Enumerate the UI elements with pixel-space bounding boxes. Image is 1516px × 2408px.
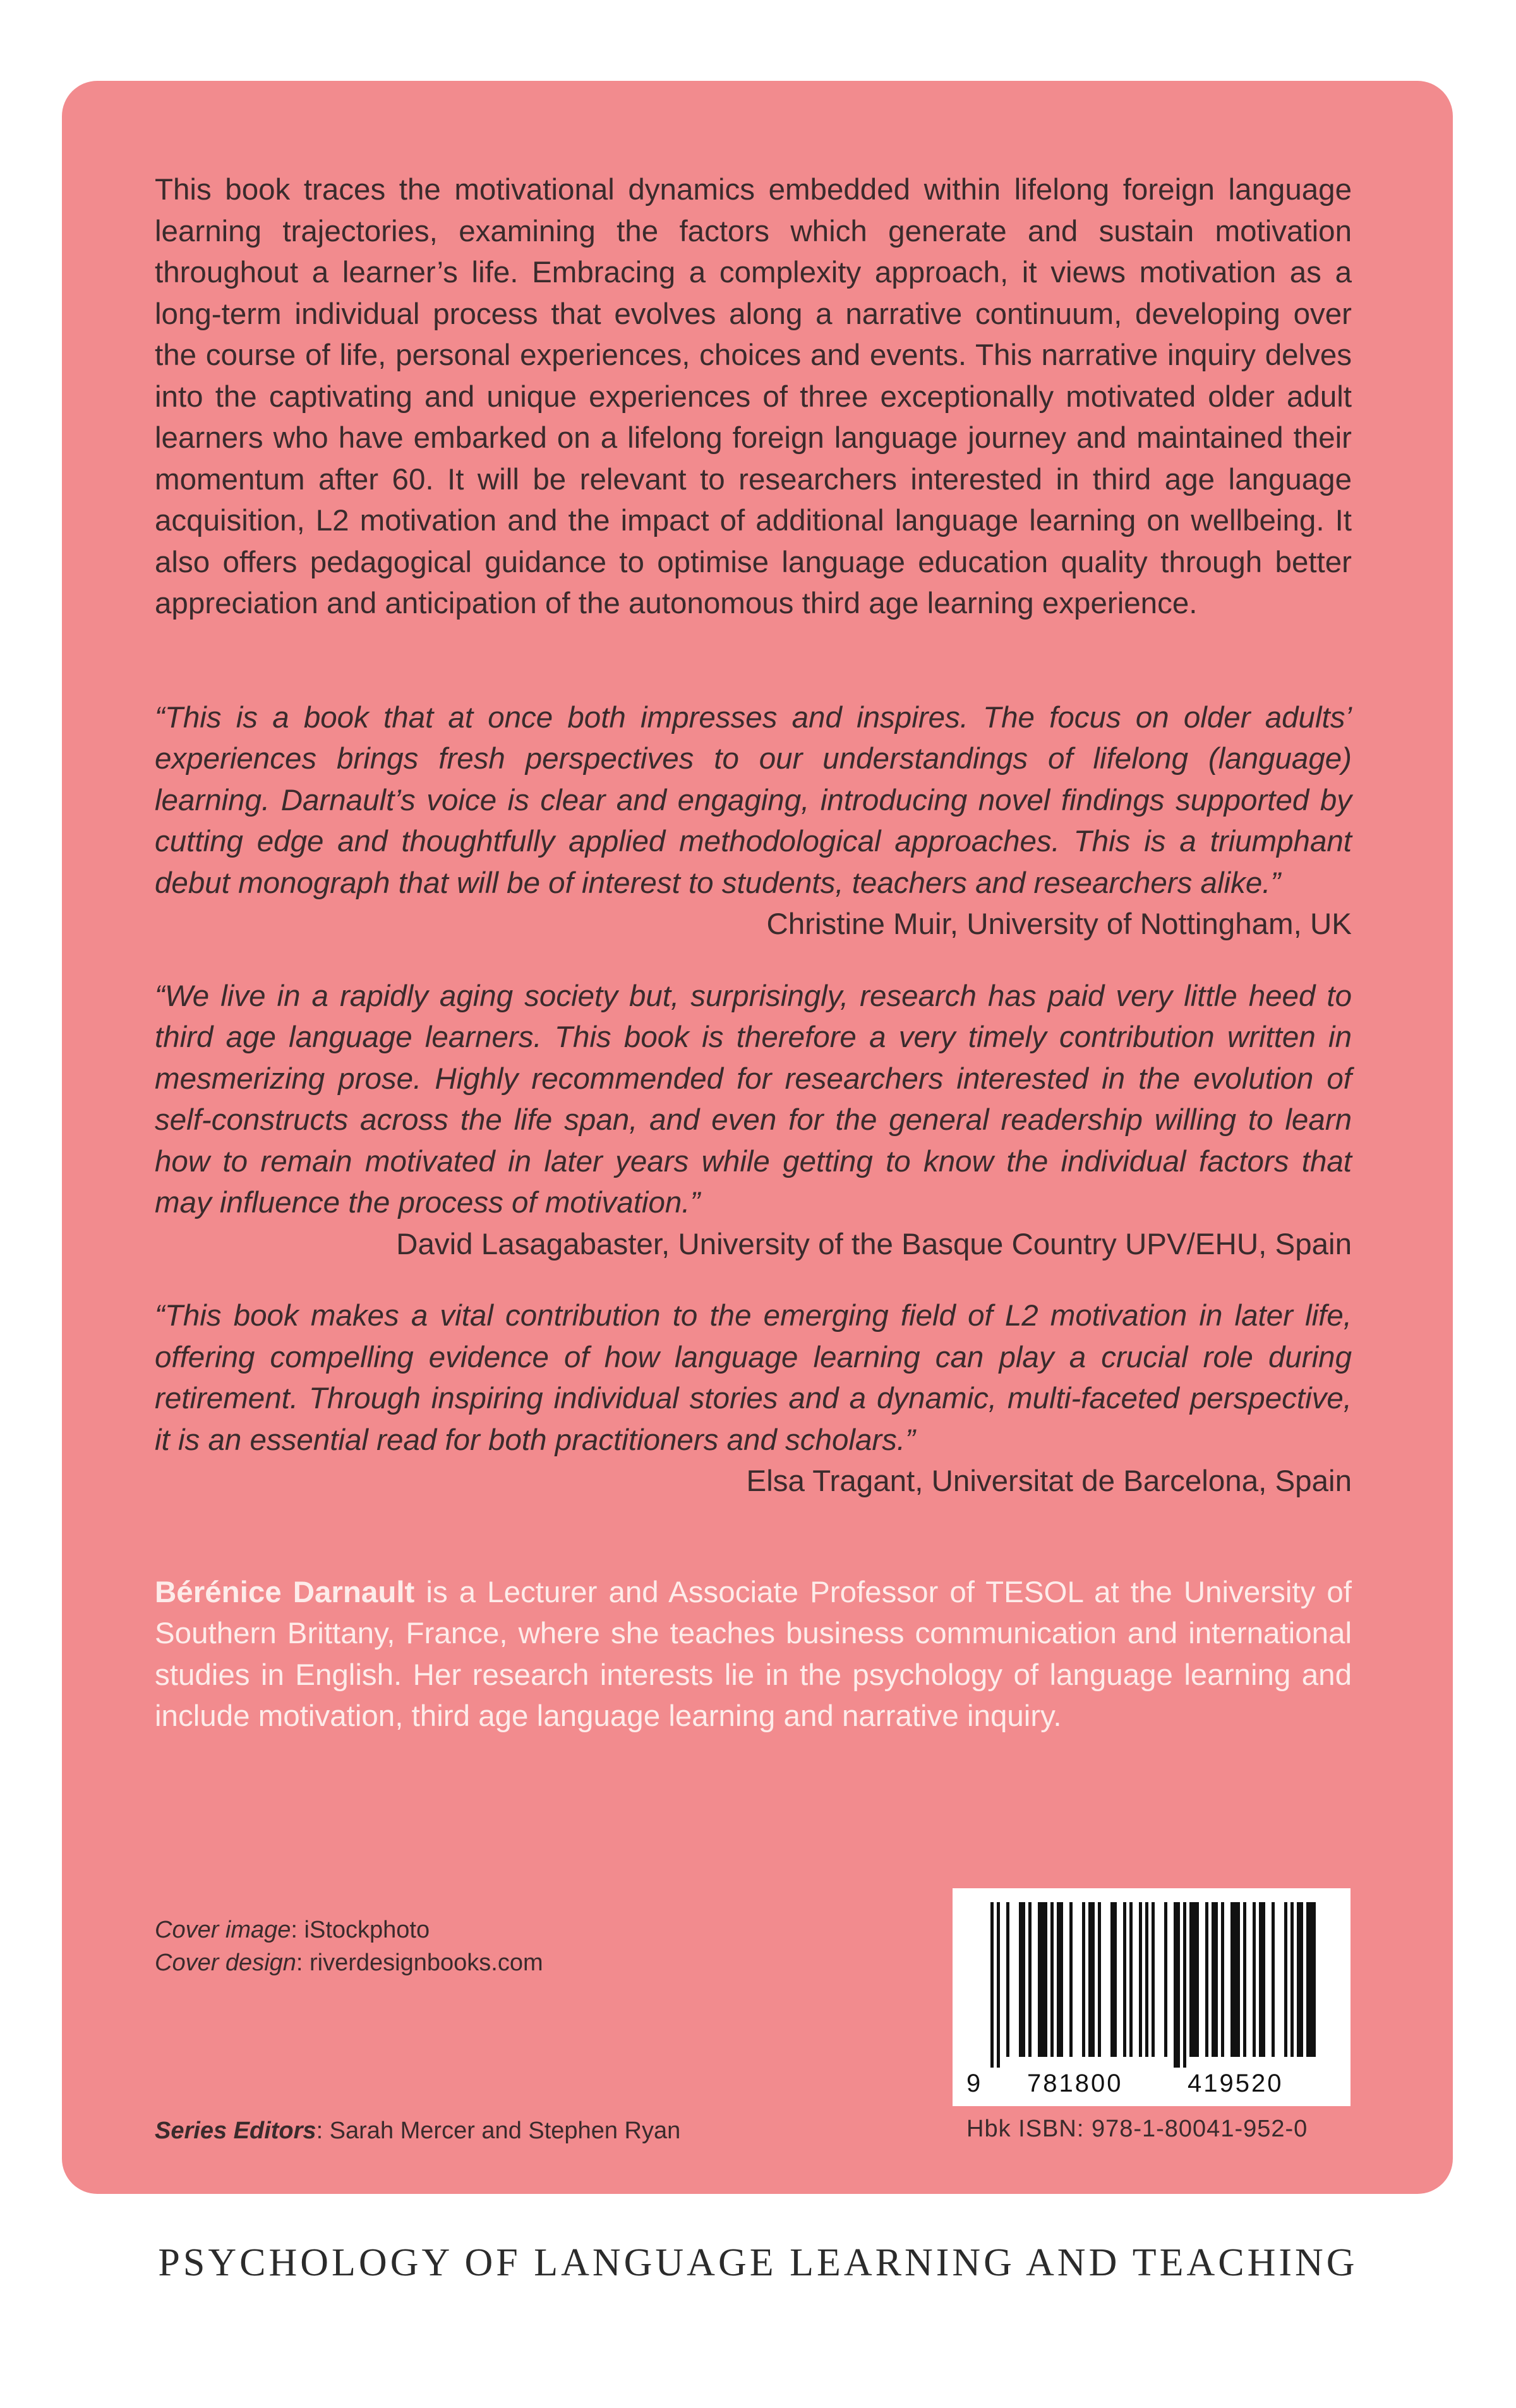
barcode-bar bbox=[1098, 1902, 1101, 2057]
cover-design-value: : riverdesignbooks.com bbox=[296, 1950, 543, 1976]
barcode-bar bbox=[1129, 1902, 1133, 2057]
barcode-bar bbox=[1088, 1902, 1095, 2057]
barcode-bar bbox=[1243, 1902, 1246, 2057]
barcode-bar bbox=[1152, 1902, 1155, 2057]
author-name: Bérénice Darnault bbox=[155, 1575, 415, 1609]
back-cover-content bbox=[155, 169, 1352, 1737]
barcode-bar bbox=[1069, 1902, 1073, 2057]
barcode-bar bbox=[1038, 1902, 1047, 2057]
author-bio-text: is a Lecturer and Associate Professor of TESOL at the University of Southern Brittany, France, where she teaches business communication and international studies in English. Her research interests lie in the psychology of language learning and include motivation, third age language learning and narrative inquiry. bbox=[155, 1575, 1352, 1733]
cover-image-value: : iStockphoto bbox=[291, 1917, 430, 1943]
barcode-bars bbox=[990, 1902, 1316, 2068]
book-description: This book traces the motivational dynamics embedded within lifelong foreign language learning trajectories, examining the factors which generate and sustain motivation throughout a learner’s life. Embracing a complexity approach, it views motivation as a long-term individual process that evolves along a narrative continuum, developing over the course of life, personal experiences, choices and events. This narrative inquiry delves into the captivating and unique experiences of three exceptionally motivated older adult learners who have embarked on a lifelong foreign language journey and maintained their momentum after 60. It will be relevant to researchers interested in third age language acquisition, L2 motivation and the impact of additional language learning on wellbeing. It also offers pedagogical guidance to optimise language education quality through better appreciation and anticipation of the autonomous third age learning experience. bbox=[155, 173, 1352, 620]
author-bio bbox=[155, 1572, 1352, 1737]
barcode-bar bbox=[1183, 1902, 1186, 2068]
barcode-bar bbox=[1306, 1902, 1316, 2057]
cover-design-label: Cover design bbox=[155, 1950, 296, 1976]
cover-image-label: Cover image bbox=[155, 1917, 291, 1943]
barcode-bar bbox=[1050, 1902, 1054, 2057]
cover-image-credit bbox=[155, 1914, 543, 1946]
barcode-bar bbox=[1082, 1902, 1085, 2057]
barcode-bar bbox=[1028, 1902, 1032, 2057]
barcode-bar bbox=[1174, 1902, 1180, 2068]
barcode-graphic bbox=[953, 1888, 1351, 2106]
cover-design-credit bbox=[155, 1946, 543, 1979]
barcode-digit-lead: 9 bbox=[966, 2070, 981, 2097]
barcode bbox=[953, 1888, 1351, 2106]
series-editors bbox=[155, 2114, 680, 2147]
barcode-bar bbox=[1205, 1902, 1208, 2057]
barcode-bar bbox=[1253, 1902, 1256, 2057]
endorsement-quote: “This book makes a vital contribution to the emerging field of L2 motivation in later life, offering compelling evidence of how language learning can play a crucial role during retirement. Through inspiring individual stories and a dynamic, multi-faceted perspective, it is an essential read for both practitioners and scholars.” bbox=[155, 1299, 1352, 1457]
barcode-bar bbox=[1189, 1902, 1199, 2057]
barcode-bar bbox=[1006, 1902, 1009, 2057]
endorsement-attribution: Christine Muir, University of Nottingham, UK bbox=[766, 907, 1352, 941]
barcode-bar bbox=[1164, 1902, 1167, 2057]
isbn-label: Hbk ISBN: 978-1-80041-952-0 bbox=[966, 2116, 1308, 2142]
barcode-bar bbox=[1110, 1902, 1117, 2057]
endorsement-1 bbox=[155, 697, 1352, 945]
endorsement-2 bbox=[155, 976, 1352, 1266]
series-editors-label: Series Editors bbox=[155, 2117, 316, 2144]
barcode-digits-group1: 781800 bbox=[1027, 2070, 1123, 2097]
barcode-bar bbox=[997, 1902, 1000, 2068]
series-title: PSYCHOLOGY OF LANGUAGE LEARNING AND TEACHING bbox=[158, 2241, 1358, 2284]
barcode-bar bbox=[1019, 1902, 1025, 2057]
cover-credits bbox=[155, 1914, 543, 1979]
barcode-bar bbox=[1272, 1902, 1275, 2057]
endorsement-3 bbox=[155, 1295, 1352, 1502]
barcode-bar bbox=[1212, 1902, 1218, 2057]
barcode-bar bbox=[1290, 1902, 1294, 2057]
barcode-bar bbox=[1297, 1902, 1303, 2057]
barcode-bar bbox=[1123, 1902, 1126, 2057]
barcode-digits-group2: 419520 bbox=[1188, 2070, 1284, 2097]
endorsement-attribution: Elsa Tragant, Universitat de Barcelona, Spain bbox=[746, 1465, 1352, 1498]
barcode-bar bbox=[1145, 1902, 1148, 2057]
barcode-bar bbox=[1284, 1902, 1287, 2057]
endorsement-quote: “We live in a rapidly aging society but, surprisingly, research has paid very little heed to third age language learners. This book is therefore a very timely contribution written in mesmerizing prose. Highly recommended for researchers interested in the evolution of self-constructs across the life span, and even for the general readership willing to learn how to remain motivated in later years while getting to know the individual factors that may influence the process of motivation.” bbox=[155, 979, 1352, 1219]
series-editors-value: : Sarah Mercer and Stephen Ryan bbox=[316, 2117, 681, 2144]
endorsement-attribution: David Lasagabaster, University of the Basque Country UPV/EHU, Spain bbox=[396, 1227, 1352, 1261]
barcode-bar bbox=[1139, 1902, 1142, 2057]
barcode-bar bbox=[1221, 1902, 1224, 2057]
barcode-bar bbox=[990, 1902, 994, 2068]
barcode-bar bbox=[1057, 1902, 1063, 2057]
barcode-bar bbox=[1230, 1902, 1240, 2057]
barcode-bar bbox=[1259, 1902, 1265, 2057]
endorsement-quote: “This is a book that at once both impresses and inspires. The focus on older adults’ experiences brings fresh perspectives to our understandings of lifelong (language) learning. Darnault’s voice is clear and engaging, introducing novel findings supported by cutting edge and thoughtfully applied methodological approaches. This is a triumphant debut monograph that will be of interest to students, teachers and researchers alike.” bbox=[155, 700, 1352, 900]
